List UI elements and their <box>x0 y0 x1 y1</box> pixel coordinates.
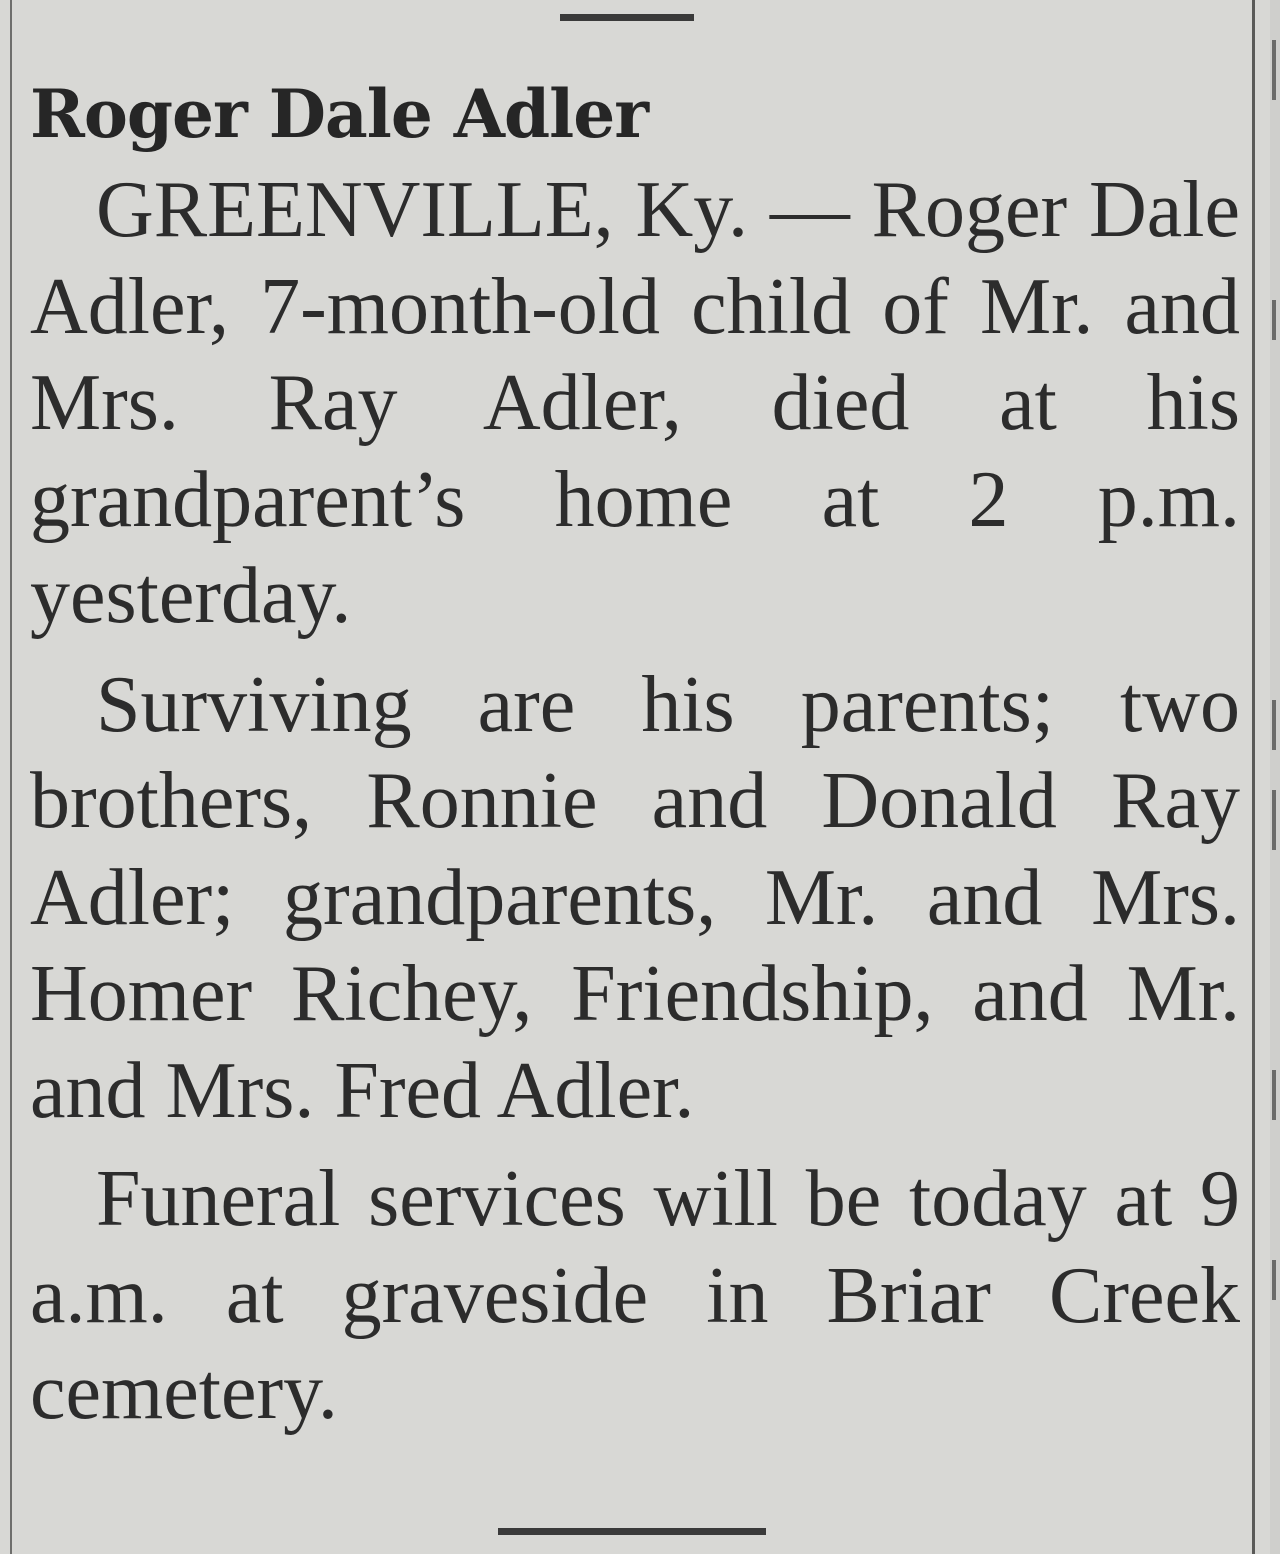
adjacent-column-mark <box>1272 790 1276 850</box>
obituary-article <box>30 66 1240 1441</box>
obituary-paragraph: Surviving are his parents; two brothers, Ronnie and Donald Ray Adler; grandparents, Mr. and Mrs. Homer Richey, Friendship, and Mr. and Mrs. Fred Adler. <box>30 660 1240 1135</box>
section-divider-top <box>560 14 694 21</box>
adjacent-column-edge <box>1270 0 1280 1554</box>
obituary-paragraph: GREENVILLE, Ky. — Roger Dale Adler, 7-month-old child of Mr. and Mrs. Ray Adler, died at his grandparent’s home at 2 p.m. yesterday. <box>30 166 1240 640</box>
section-divider-bottom <box>498 1528 766 1535</box>
adjacent-column-mark <box>1272 1070 1276 1120</box>
obituary-paragraph: Funeral services will be today at 9 a.m. at graveside in Briar Creek cemetery. <box>30 1155 1240 1436</box>
column-rule-left <box>10 0 12 1554</box>
adjacent-column-mark <box>1272 700 1276 750</box>
column-rule-right <box>1252 0 1255 1554</box>
obituary-headline: Roger Dale Adler <box>30 75 648 153</box>
adjacent-column-mark <box>1272 1260 1276 1300</box>
adjacent-column-mark <box>1272 300 1276 340</box>
adjacent-column-mark <box>1272 40 1276 100</box>
